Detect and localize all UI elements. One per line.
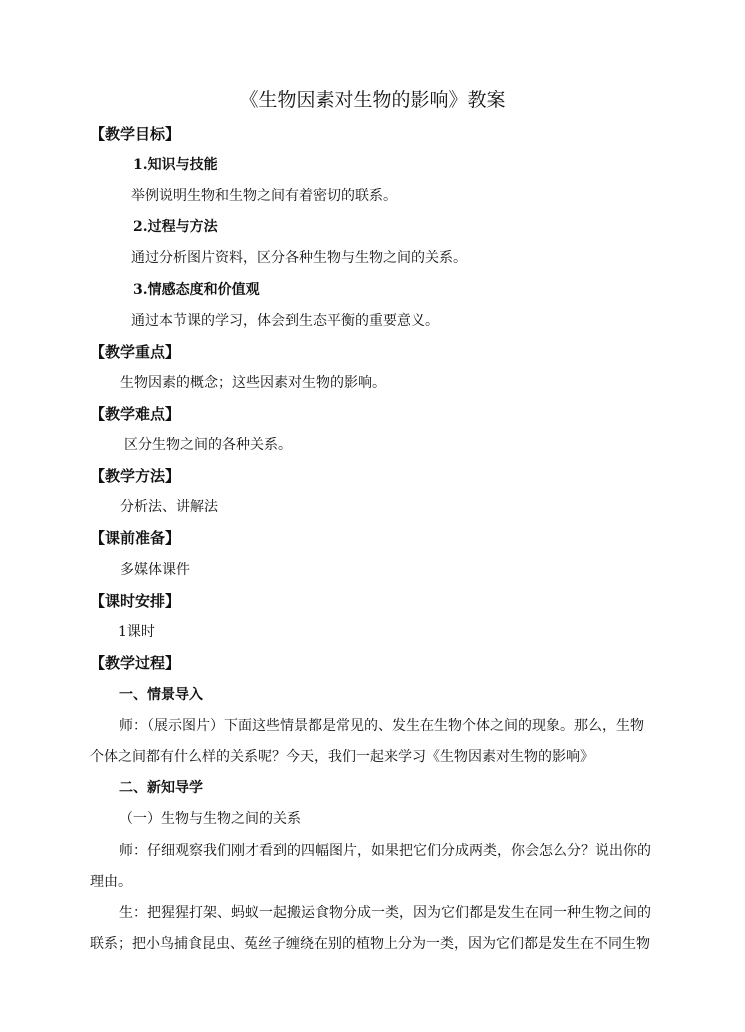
heading-difficulties: 【教学难点】	[90, 405, 181, 423]
objective-2-title: 2.过程与方法	[133, 219, 218, 235]
objective-1-title: 1.知识与技能	[133, 157, 218, 173]
methods-text: 分析法、讲解法	[120, 499, 218, 515]
objective-3-text: 通过本节课的学习，体会到生态平衡的重要意义。	[131, 313, 439, 329]
process-part1-line2: 个体之间都有什么样的关系呢？今天，我们一起来学习《生物因素对生物的影响》	[90, 749, 594, 765]
heading-objectives: 【教学目标】	[90, 125, 181, 143]
objective-1-text: 举例说明生物和生物之间有着密切的联系。	[131, 188, 397, 204]
process-part2-line1: 师：仔细观察我们刚才看到的四幅图片，如果把它们分成两类，你会怎么分？说出你的	[119, 843, 651, 859]
process-part2-line3: 生：把猩猩打架、蚂蚁一起搬运食物分成一类，因为它们都是发生在同一种生物之间的	[119, 905, 651, 921]
objective-3-title: 3.情感态度和价值观	[133, 282, 260, 298]
key-points-text: 生物因素的概念；这些因素对生物的影响。	[120, 375, 386, 391]
process-part2-title: 二、新知导学	[119, 780, 203, 796]
heading-preparation: 【课前准备】	[90, 529, 181, 547]
document-title: 《生物因素对生物的影响》教案	[239, 89, 506, 111]
objective-2-text: 通过分析图片资料，区分各种生物与生物之间的关系。	[131, 250, 467, 266]
process-part2-line2: 理由。	[90, 874, 132, 890]
heading-schedule: 【课时安排】	[90, 592, 181, 610]
process-part1-title: 一、情景导入	[119, 687, 203, 703]
heading-methods: 【教学方法】	[90, 467, 181, 485]
heading-key-points: 【教学重点】	[90, 343, 181, 361]
process-part2-line4: 联系；把小鸟捕食昆虫、菟丝子缠绕在别的植物上分为一类，因为它们都是发生在不同生物	[90, 936, 650, 952]
process-part2-subtitle: （一）生物与生物之间的关系	[119, 811, 301, 827]
heading-process: 【教学过程】	[90, 654, 181, 672]
schedule-text: 1课时	[118, 624, 155, 640]
process-part1-line1: 师：（展示图片）下面这些情景都是常见的、发生在生物个体之间的现象。那么，生物	[119, 718, 644, 734]
difficulties-text: 区分生物之间的各种关系。	[124, 437, 292, 453]
preparation-text: 多媒体课件	[120, 562, 190, 578]
